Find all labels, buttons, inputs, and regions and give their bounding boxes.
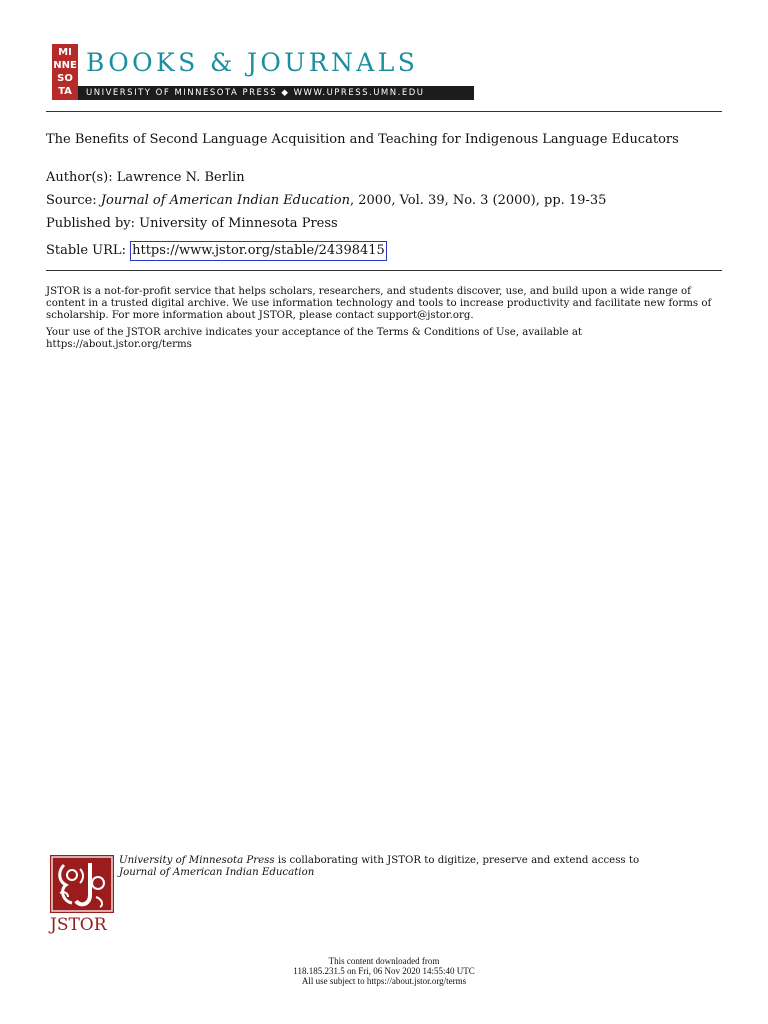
minnesota-badge [52, 44, 78, 100]
jstor-emblem-icon [50, 855, 114, 913]
source-line [46, 193, 606, 208]
badge-letters-1: MI [58, 47, 72, 58]
download-line-3: All use subject to https://about.jstor.org/terms [301, 976, 467, 986]
download-line-1: This content downloaded from [328, 956, 440, 966]
press-bar: UNIVERSITY OF MINNESOTA PRESS ◆ WWW.UPRESS.UMN.EDU [78, 86, 474, 100]
jstor-about-text: JSTOR is a not-for-profit service that helps scholars, researchers, and students discover, use, and build upon a wide range of content in a trusted digital archive. We use information technology and tools to increase productivity and facilitate new forms of scholarship. For more information about JSTOR, please contact support@jstor.org. [46, 286, 712, 321]
jstor-logo [50, 855, 114, 937]
publisher-logo [52, 44, 474, 100]
publisher-label: Published by: [46, 216, 135, 231]
source-details: , 2000, Vol. 39, No. 3 (2000), pp. 19-35 [350, 193, 607, 208]
jstor-wordmark: JSTOR [50, 915, 107, 935]
footer-journal: Journal of American Indian Education [119, 867, 315, 878]
url-label: Stable URL: [46, 243, 126, 258]
download-note [0, 956, 768, 986]
url-line [46, 243, 387, 258]
publisher-line [46, 216, 338, 231]
publisher-value: University of Minnesota Press [139, 216, 338, 231]
badge-letters-3: SO [57, 73, 73, 84]
download-line-2: 118.185.231.5 on Fri, 06 Nov 2020 14:55:40 UTC [293, 966, 475, 976]
jstor-terms-text: Your use of the JSTOR archive indicates your acceptance of the Terms & Conditions of Use, available at https://about.jstor.org/terms [46, 327, 582, 350]
books-journals-title: BOOKS & JOURNALS [86, 48, 419, 77]
divider-top [46, 111, 722, 112]
collaboration-text [119, 855, 679, 879]
footer-publisher: University of Minnesota Press [119, 855, 275, 866]
stable-url-link[interactable]: https://www.jstor.org/stable/24398415 [130, 241, 387, 261]
journal-name: Journal of American Indian Education [100, 193, 350, 208]
divider-middle [46, 270, 722, 271]
source-label: Source: [46, 193, 97, 208]
authors-value: Lawrence N. Berlin [116, 170, 245, 185]
authors-line [46, 170, 245, 185]
collab-middle-text: is collaborating with JSTOR to digitize, preserve and extend access to [274, 855, 640, 866]
badge-letters-4: TA [58, 86, 72, 97]
article-title: The Benefits of Second Language Acquisition and Teaching for Indigenous Language Educators [46, 132, 679, 147]
badge-letters-2: NNE [53, 60, 77, 71]
authors-label: Author(s): [46, 170, 113, 185]
